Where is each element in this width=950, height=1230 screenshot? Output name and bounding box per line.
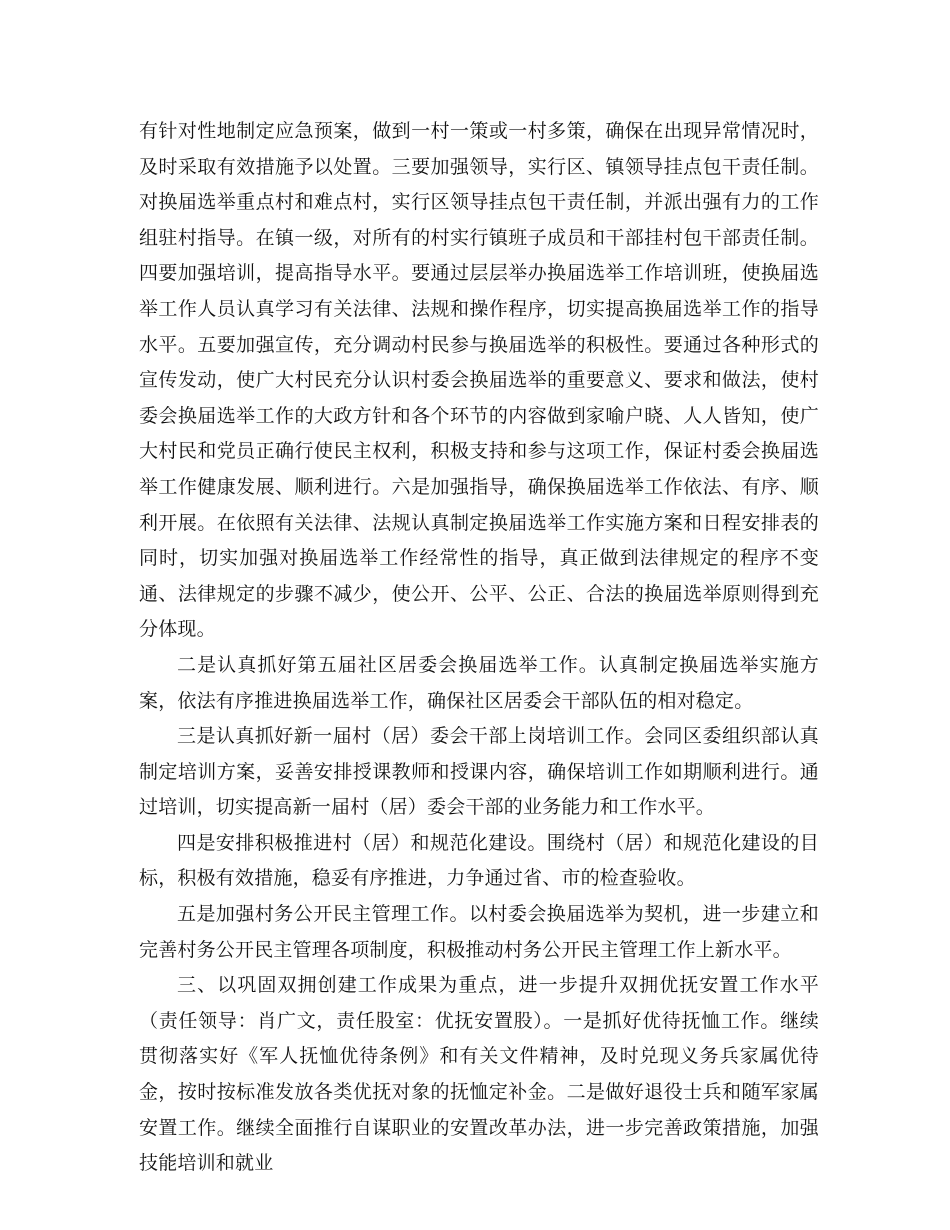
paragraph-6: 三、以巩固双拥创建工作成果为重点，进一步提升双拥优抚安置工作水平（责任领导：肖广文，责任股室：优抚安置股）。一是抓好优待抚恤工作。继续贯彻落实好《军人抚恤优待条例》和有关文件精神，及时兑现义务兵家属优待金，按时按标准发放各类优抚对象的抚恤定补金。二是做好退役士兵和随军家属安置工作。继续全面推行自谋职业的安置改革办法，进一步完善政策措施，加强技能培训和就业: [139, 974, 819, 1175]
paragraph-2: 二是认真抓好第五届社区居委会换届选举工作。认真制定换届选举实施方案，依法有序推进换届选举工作，确保社区居委会干部队伍的相对稳定。: [139, 653, 819, 712]
paragraph-4: 四是安排积极推进村（居）和规范化建设。围绕村（居）和规范化建设的目标，积极有效措施，稳妥有序推进，力争通过省、市的检查验收。: [139, 831, 819, 890]
paragraph-1: 有针对性地制定应急预案，做到一村一策或一村多策，确保在出现异常情况时，及时采取有效措施予以处置。三要加强领导，实行区、镇领导挂点包干责任制。对换届选举重点村和难点村，实行区领导挂点包干责任制，并派出强有力的工作组驻村指导。在镇一级，对所有的村实行镇班子成员和干部挂村包干部责任制。四要加强培训，提高指导水平。要通过层层举办换届选举工作培训班，使换届选举工作人员认真学习有关法律、法规和操作程序，切实提高换届选举工作的指导水平。五要加强宣传，充分调动村民参与换届选举的积极性。要通过各种形式的宣传发动，使广大村民充分认识村委会换届选举的重要意义、要求和做法，使村委会换届选举工作的大政方针和各个环节的内容做到家喻户晓、人人皆知，使广大村民和党员正确行使民主权利，积极支持和参与这项工作，保证村委会换届选举工作健康发展、顺利进行。六是加强指导，确保换届选举工作依法、有序、顺利开展。在依照有关法律、法规认真制定换届选举工作实施方案和日程安排表的同时，切实加强对换届选举工作经常性的指导，真正做到法律规定的程序不变通、法律规定的步骤不减少，使公开、公平、公正、合法的换届选举原则得到充分体现。: [139, 120, 819, 641]
paragraph-3: 三是认真抓好新一届村（居）委会干部上岗培训工作。会同区委组织部认真制定培训方案，妥善安排授课教师和授课内容，确保培训工作如期顺利进行。通过培训，切实提高新一届村（居）委会干部的业务能力和工作水平。: [139, 725, 819, 819]
paragraph-5: 五是加强村务公开民主管理工作。以村委会换届选举为契机，进一步建立和完善村务公开民主管理各项制度，积极推动村务公开民主管理工作上新水平。: [139, 903, 819, 961]
document-body: [139, 114, 819, 1182]
